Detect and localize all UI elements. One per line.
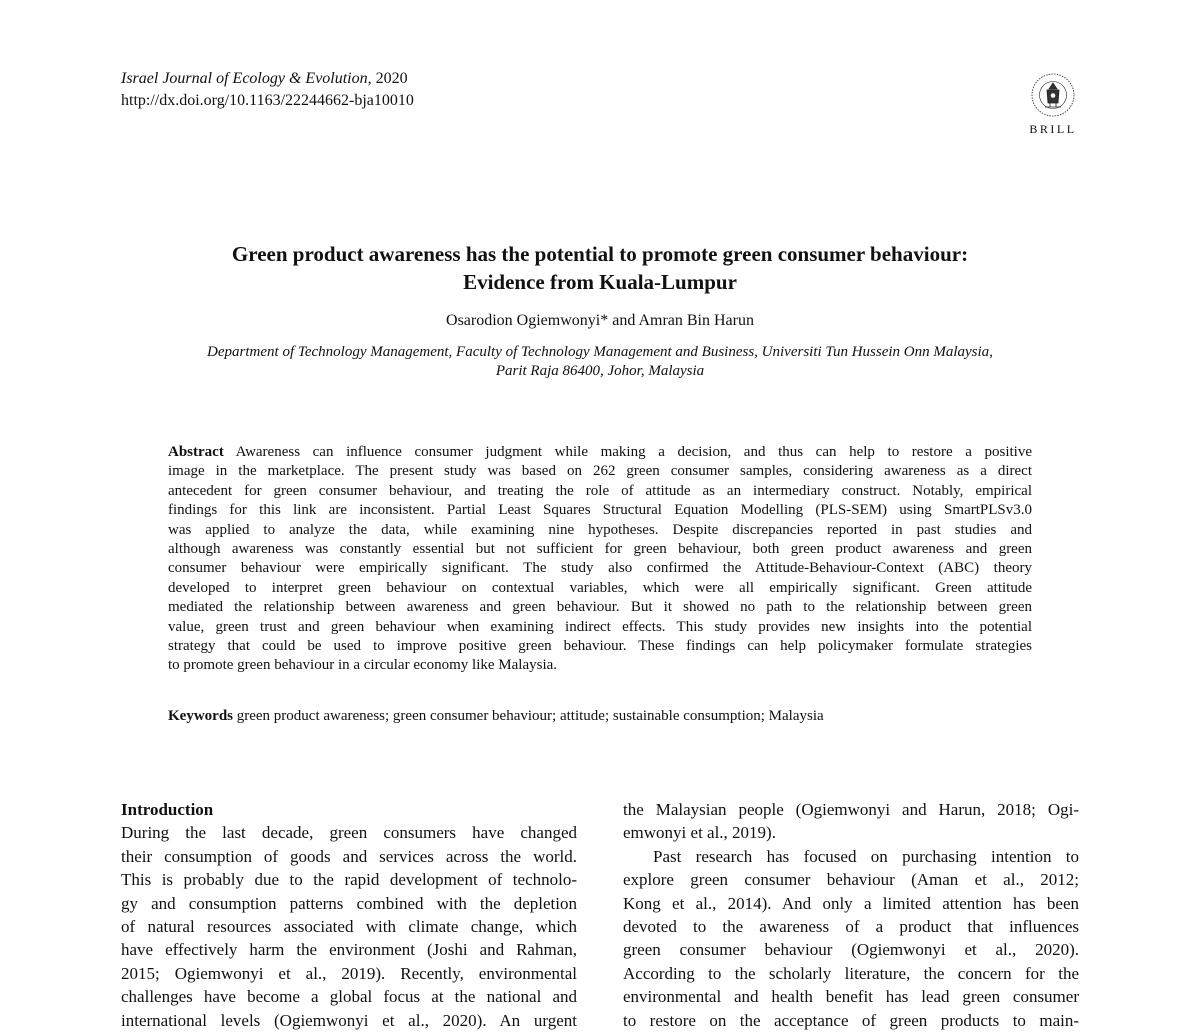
body-line: emwonyi et al., 2019). — [623, 823, 776, 843]
affiliation-line: Department of Technology Management, Faculty of Technology Management and Business, Universiti Tun Hussein Onn Malaysia, — [207, 344, 993, 360]
body-line: According to the scholarly literature, the concern for the — [623, 963, 1079, 983]
abstract-line: image in the marketplace. The present study was based on 262 green consumer samples, considering awareness as a direct — [168, 463, 1032, 480]
abstract-line: strategy that could be used to improve positive green behaviour. These findings can help policymaker formulate strategies — [168, 638, 1032, 655]
body-line: challenges have become a global focus at the national and — [121, 987, 577, 1007]
body-line: explore green consumer behaviour (Aman et al., 2012; — [623, 870, 1079, 890]
abstract-line: consumer behaviour were empirically significant. The study also confirmed the Attitude-Behaviour-Context (ABC) theory — [168, 560, 1032, 577]
journal-year: 2020 — [371, 70, 408, 87]
keywords-label: Keywords — [168, 708, 233, 724]
body-line: 2015; Ogiemwonyi et al., 2019). Recently, environmental — [121, 963, 577, 983]
abstract-line: was applied to analyze the data, while examining nine hypotheses. Despite discrepancies reported in past studies and — [168, 521, 1032, 538]
body-line: international levels (Ogiemwonyi et al., 2020). An urgent — [121, 1010, 577, 1030]
body-line: During the last decade, green consumers have changed — [121, 823, 577, 843]
body-line: to restore on the acceptance of green products to main- — [623, 1010, 1079, 1030]
body-line: have effectively harm the environment (Joshi and Rahman, — [121, 940, 577, 960]
body-line: gy and consumption patterns combined with the depletion — [121, 893, 577, 913]
publisher-logo — [1022, 72, 1084, 150]
journal-citation — [121, 68, 408, 89]
body-line: green consumer behaviour (Ogiemwonyi et al., 2020). — [623, 940, 1079, 960]
title-line: Evidence from Kuala-Lumpur — [463, 270, 737, 294]
abstract-line: value, green trust and green behaviour when examining indirect effects. This study provides new insights into the potential — [168, 618, 1032, 635]
keywords-text: green product awareness; green consumer behaviour; attitude; sustainable consumption; Malaysia — [233, 708, 824, 724]
body-line: devoted to the awareness of a product that influences — [623, 917, 1079, 937]
abstract-line: to promote green behaviour in a circular economy like Malaysia. — [168, 657, 558, 674]
body-line: This is probably due to the rapid development of technolo- — [121, 870, 577, 890]
abstract-line: findings for this link are inconsistent. Partial Least Squares Structural Equation Modelling (PLS-SEM) using SmartPLSv3.0 — [168, 502, 1032, 519]
body-line: Kong et al., 2014). And only a limited attention has been — [623, 893, 1079, 913]
abstract-line: mediated the relationship between awareness and green behaviour. But it showed no path to the relationship between green — [168, 599, 1032, 616]
abstract-line: Abstract Awareness can influence consumer judgment while making a decision, and thus can help to restore a positive — [168, 444, 1032, 460]
body-line: Past research has focused on purchasing intention to — [653, 846, 1079, 866]
brill-seal-icon — [1030, 72, 1076, 118]
section-heading-introduction: Introduction — [121, 800, 214, 819]
journal-name: Israel Journal of Ecology & Evolution, — [121, 70, 372, 87]
body-column-left — [121, 798, 577, 1032]
author-list: Osarodion Ogiemwonyi* and Amran Bin Harun — [446, 312, 754, 329]
body-line: environmental and health benefit has lead green consumer — [623, 987, 1079, 1007]
title-line: Green product awareness has the potential to promote green consumer behaviour: — [231, 242, 969, 266]
abstract-line: developed to interpret green behaviour on contextual variables, which were all empirically significant. Green attitude — [168, 579, 1032, 596]
affiliation-line: Parit Raja 86400, Johor, Malaysia — [495, 363, 705, 379]
article-title — [120, 240, 1080, 296]
abstract-line: although awareness was constantly essential but not sufficient for green behaviour, both green product awareness and green — [168, 541, 1032, 558]
body-line: their consumption of goods and services across the world. — [121, 846, 577, 866]
abstract — [168, 443, 1032, 676]
abstract-line: antecedent for green consumer behaviour, and treating the role of attitude as an intermediary construct. Notably, empirical — [168, 482, 1032, 499]
body-line: the Malaysian people (Ogiemwonyi and Harun, 2018; Ogi- — [623, 800, 1079, 819]
affiliation — [120, 343, 1080, 381]
keywords — [168, 707, 1032, 726]
body-line: of natural resources associated with climate change, which — [121, 917, 577, 937]
body-column-right — [623, 798, 1079, 1032]
abstract-label: Abstract — [168, 444, 224, 460]
doi-link[interactable]: http://dx.doi.org/10.1163/22244662-bja10010 — [121, 92, 414, 109]
publisher-name: BRILL — [1029, 122, 1077, 136]
